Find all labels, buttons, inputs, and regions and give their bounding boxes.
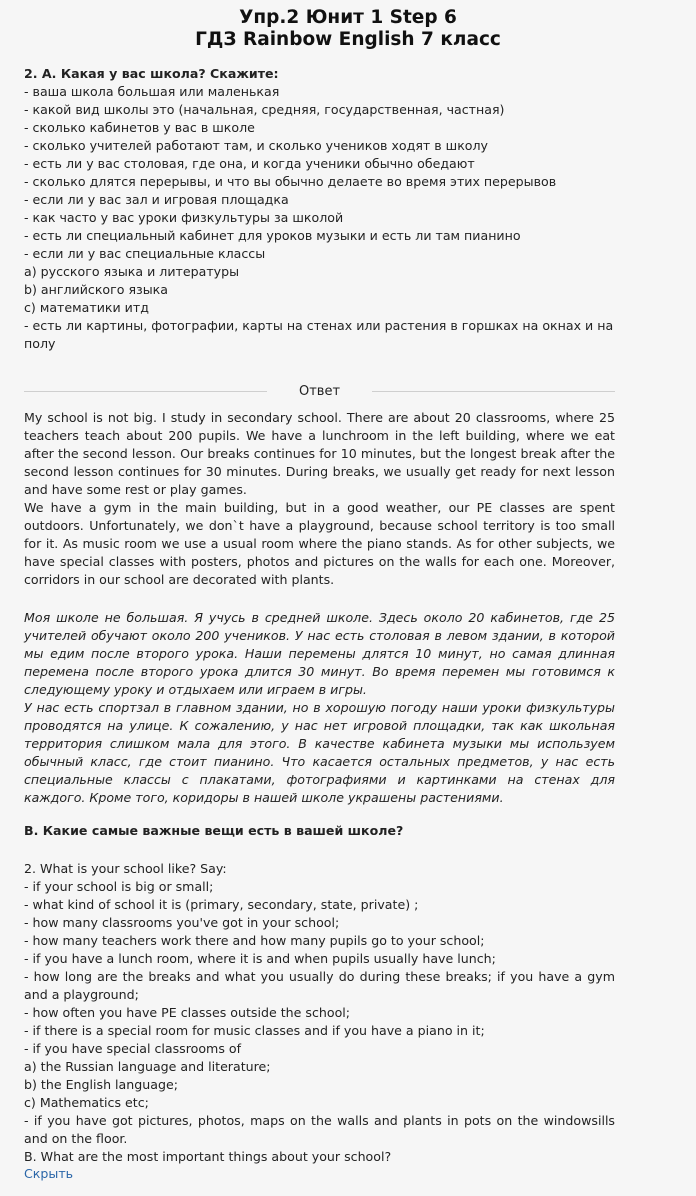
question-item: - ваша школа большая или маленькая (24, 84, 280, 99)
question-item: - есть ли у вас столовая, где она, и когда ученики обычно обедают (24, 156, 475, 171)
original-task-english (24, 860, 615, 1166)
original-line: - how many classrooms you've got in your school; (24, 915, 340, 930)
question-item: - какой вид школы это (начальная, средняя, государственная, частная) (24, 102, 505, 117)
original-line: c) Mathematics etc; (24, 1095, 149, 1110)
original-line: - if your school is big or small; (24, 879, 214, 894)
original-line: - how many teachers work there and how many pupils go to your school; (24, 933, 485, 948)
translation-paragraph: Моя школе не большая. Я учусь в средней школе. Здесь около 20 кабинетов, где 25 учителей обучают около 200 учеников. У нас есть столовая в левом здании, в которой мы едим после второго урока. Наши перемены длятся 10 минут, но самая длинная перемена после второго урока длится 30 минут. Во время перемен мы готовимся к следующему уроку и отдыхаем или играем в игры. (24, 610, 615, 697)
question-item: b) английского языка (24, 282, 168, 297)
question-item: - если ли у вас зал и игровая площадка (24, 192, 289, 207)
question-block (24, 65, 615, 353)
original-line: B. What are the most important things about your school? (24, 1149, 392, 1164)
answer-english (24, 409, 615, 589)
answer-paragraph: My school is not big. I study in secondary school. There are about 20 classrooms, where 25 teachers teach about 200 pupils. We have a lunchroom in the left building, where we eat after the second lesson. Our breaks continues for 10 minutes, but the longest break after the second lesson continues for 30 minutes. During breaks, we usually get ready for next lesson and have some rest or play games. (24, 410, 615, 497)
original-line: b) the English language; (24, 1077, 178, 1092)
part-b-heading: В. Какие самые важные вещи есть в вашей школе? (24, 823, 404, 838)
answer-russian (24, 609, 615, 807)
question-item: - есть ли картины, фотографии, карты на стенах или растения в горшках на окнах и на полу (24, 318, 614, 351)
question-item: - сколько кабинетов у вас в школе (24, 120, 255, 135)
original-line: a) the Russian language and literature; (24, 1059, 271, 1074)
question-item: - если ли у вас специальные классы (24, 246, 266, 261)
question-item: - как часто у вас уроки физкультуры за школой (24, 210, 344, 225)
question-item: а) русского языка и литературы (24, 264, 240, 279)
original-line: - how long are the breaks and what you usually do during these breaks; if you have a gym and a playground; (24, 969, 615, 1002)
answer-label: Ответ (298, 383, 341, 399)
translation-paragraph: У нас есть спортзал в главном здании, но в хорошую погоду наши уроки физкультуры проводятся на улице. К сожалению, у нас нет игровой площадки, так как школьная территория слишком мала для этого. В качестве кабинета музыки мы используем обычный класс, где стоит пианино. Что касается остальных предметов, у нас есть специальные классы с плакатами, фотографиями и картинками на стенах для каждого. Кроме того, коридоры в нашей школе украшены растениями. (24, 700, 615, 805)
question-item: с) математики итд (24, 300, 149, 315)
question-item: - сколько учителей работают там, и сколько учеников ходят в школу (24, 138, 489, 153)
hide-link[interactable]: Скрыть (24, 1166, 74, 1181)
question-heading: 2. А. Какая у вас школа? Скажите: (24, 66, 279, 81)
original-line: - if there is a special room for music classes and if you have a piano in it; (24, 1023, 485, 1038)
title-line-1: Упр.2 Юнит 1 Step 6 (239, 7, 457, 28)
page-title (0, 0, 696, 51)
original-line: - if you have got pictures, photos, maps on the walls and plants in pots on the windowsills and on the floor. (24, 1113, 615, 1146)
original-line: - if you have special classrooms of (24, 1041, 242, 1056)
divider-line-left (24, 391, 267, 392)
title-line-2: ГДЗ Rainbow English 7 класс (195, 29, 501, 50)
answer-divider (24, 380, 615, 402)
original-line: 2. What is your school like? Say: (24, 861, 227, 876)
question-item: - сколько длятся перерывы, и что вы обычно делаете во время этих перерывов (24, 174, 557, 189)
question-item: - есть ли специальный кабинет для уроков музыки и есть ли там пианино (24, 228, 521, 243)
answer-paragraph: We have a gym in the main building, but in a good weather, our PE classes are spent outdoors. Unfortunately, we don`t have a playground, because school territory is too small for it. As music room we use a usual room where the piano stands. As for other subjects, we have special classes with posters, photos and pictures on the walls for each one. Moreover, corridors in our school are decorated with plants. (24, 500, 615, 587)
original-line: - how often you have PE classes outside the school; (24, 1005, 351, 1020)
original-line: - if you have a lunch room, where it is and when pupils usually have lunch; (24, 951, 496, 966)
divider-line-right (372, 391, 615, 392)
original-line: - what kind of school it is (primary, secondary, state, private) ; (24, 897, 419, 912)
